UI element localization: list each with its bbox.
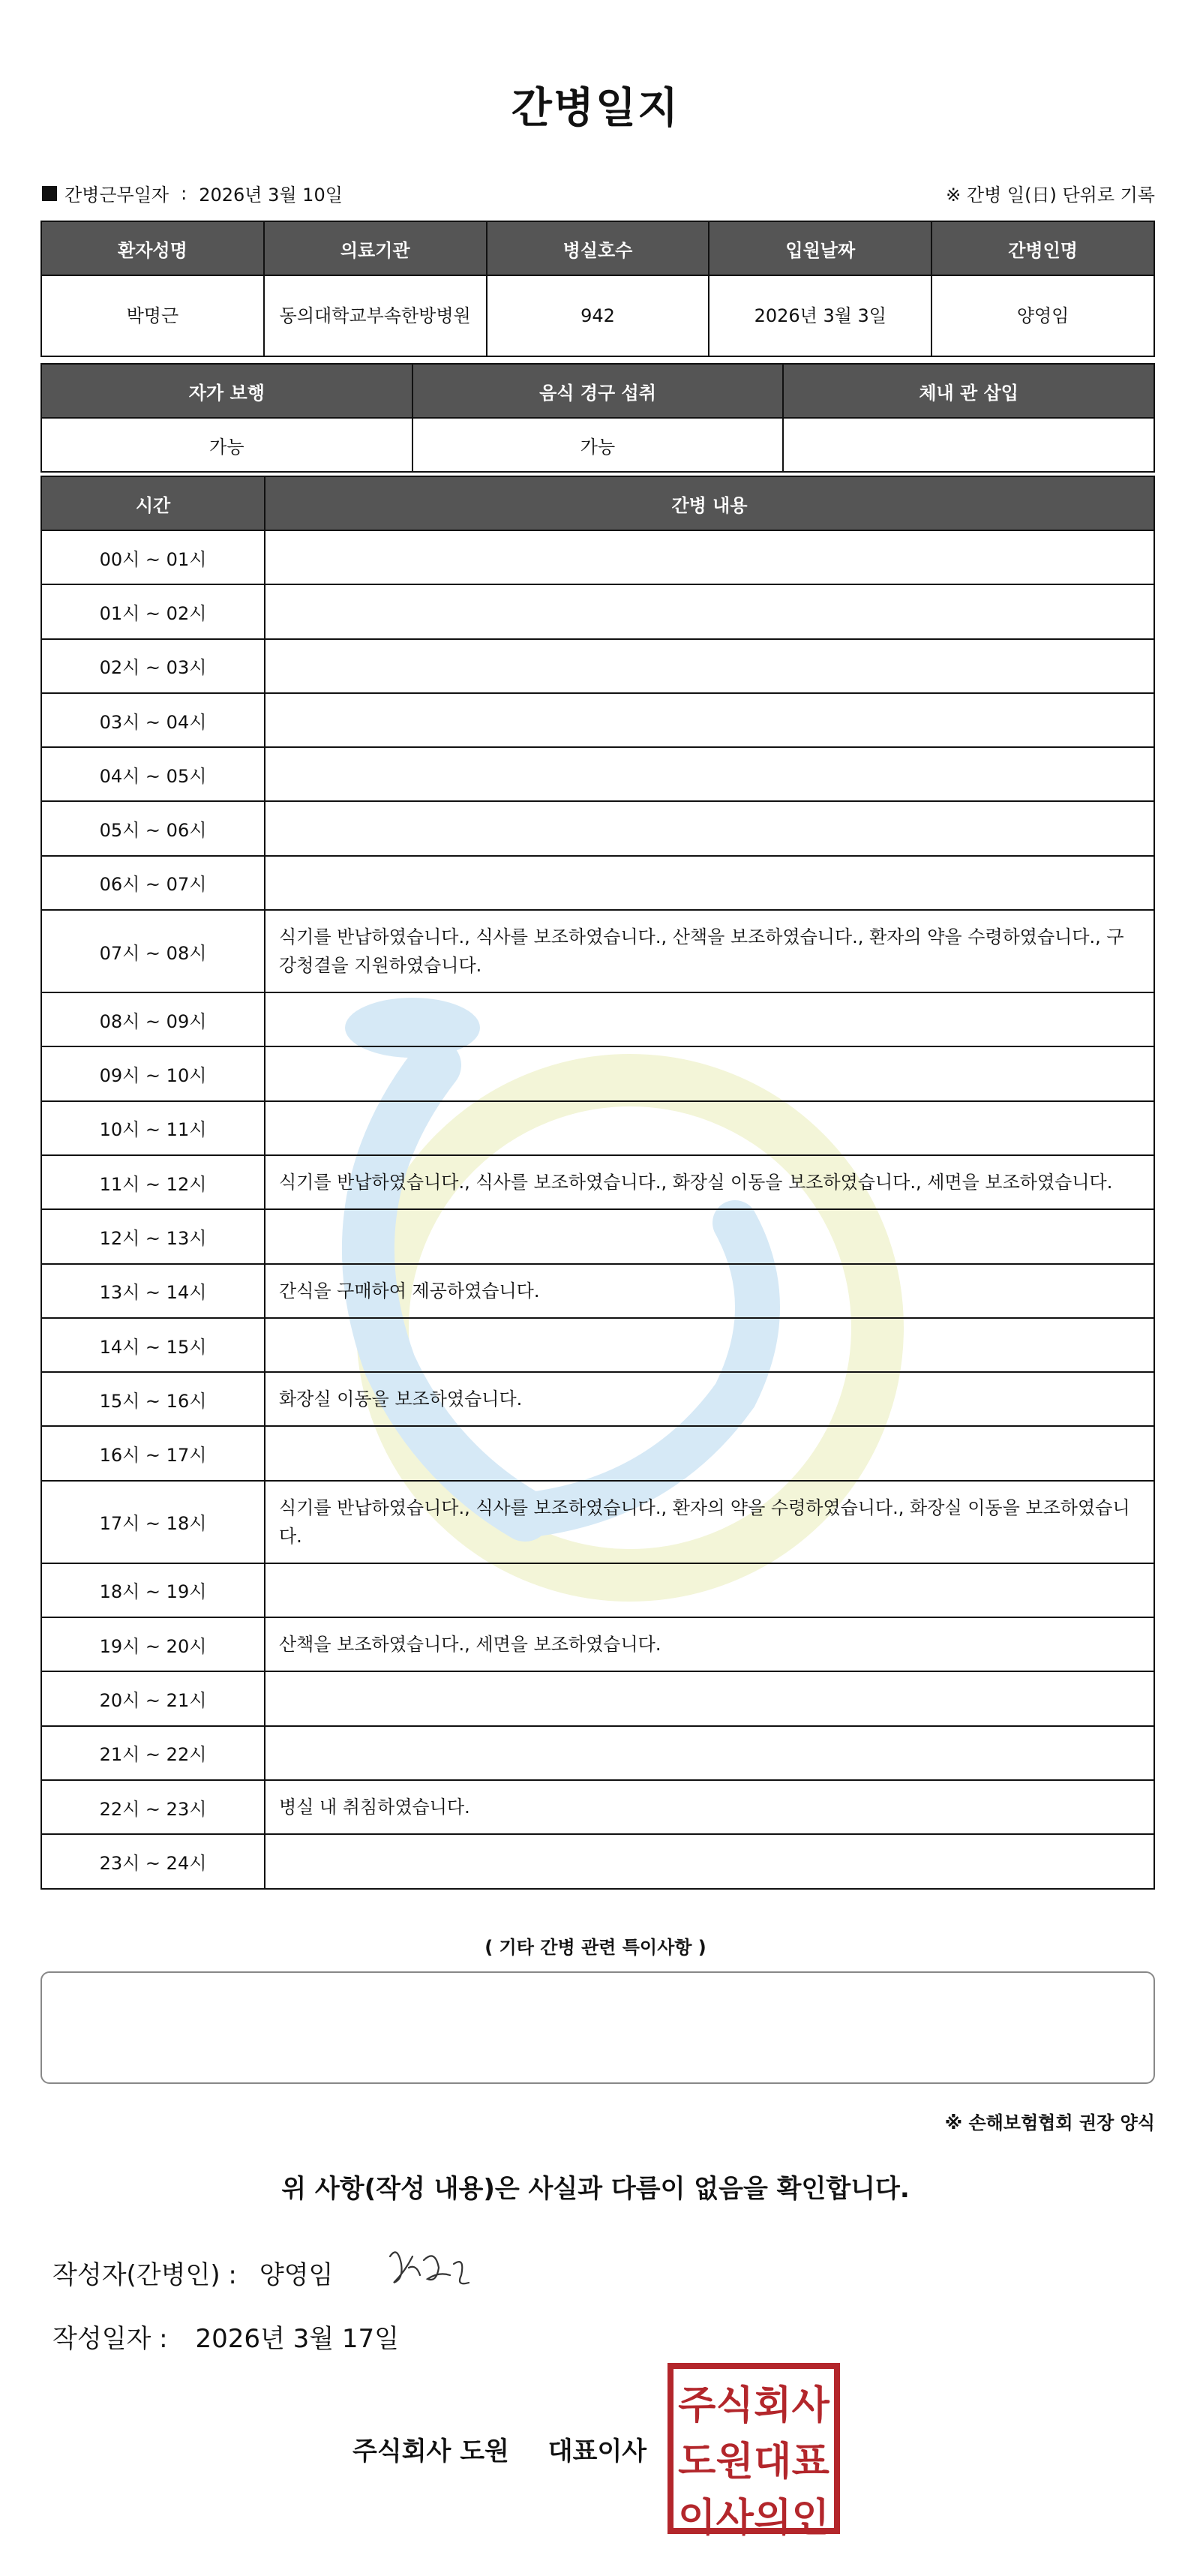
time-cell: 21시 ~ 22시: [41, 1726, 265, 1780]
time-cell: 04시 ~ 05시: [41, 747, 265, 801]
table-row: [41, 910, 1154, 992]
table-row: [41, 693, 1154, 747]
care-note-cell: [265, 530, 1154, 584]
seal-char: 주: [678, 2382, 716, 2428]
signature-icon: [382, 2241, 480, 2301]
header-room: 병실호수: [487, 221, 710, 275]
patient-name: 박명근: [41, 275, 264, 356]
seal-grid: [678, 2373, 830, 2541]
care-note-cell: [265, 856, 1154, 910]
seal-char: 사: [716, 2495, 754, 2541]
table-row: [41, 1318, 1154, 1372]
care-note-cell: [265, 1209, 1154, 1263]
care-note-cell: [265, 1563, 1154, 1617]
bullet-square-icon: [42, 186, 57, 201]
write-date-label: 작성일자 :: [52, 2324, 168, 2354]
table-row: [41, 1834, 1154, 1888]
header-walking: 자가 보행: [41, 364, 412, 418]
seal-char: 원: [716, 2439, 754, 2484]
patient-status-table: [40, 363, 1155, 473]
time-cell: 02시 ~ 03시: [41, 639, 265, 693]
table-row: [41, 1101, 1154, 1155]
seal-char: 표: [791, 2439, 830, 2484]
seal-char: 이: [678, 2495, 716, 2541]
seal-char: 사: [791, 2382, 830, 2428]
header-time: 시간: [41, 476, 265, 530]
time-cell: 17시 ~ 18시: [41, 1481, 265, 1563]
time-cell: 20시 ~ 21시: [41, 1671, 265, 1725]
table-row: [41, 1155, 1154, 1209]
tube-value: [783, 418, 1154, 472]
oral-intake-value: 가능: [412, 418, 784, 472]
care-note-cell: [265, 801, 1154, 855]
time-cell: 10시 ~ 11시: [41, 1101, 265, 1155]
care-note-cell: [265, 1046, 1154, 1100]
time-cell: 14시 ~ 15시: [41, 1318, 265, 1372]
care-note-cell: 식기를 반납하였습니다., 식사를 보조하였습니다., 산책을 보조하였습니다., 환자의 약을 수령하였습니다., 구강청결을 지원하였습니다.: [265, 910, 1154, 992]
table-row: [41, 856, 1154, 910]
work-date-label: 간병근무일자: [64, 185, 170, 206]
table-row: [41, 1046, 1154, 1100]
care-note-cell: 산책을 보조하였습니다., 세면을 보조하였습니다.: [265, 1617, 1154, 1671]
seal-char: 도: [678, 2439, 716, 2484]
care-note-cell: [265, 1318, 1154, 1372]
care-note-cell: [265, 693, 1154, 747]
recommend-note: ※ 손해보험협회 권장 양식: [944, 2112, 1155, 2133]
company-title: 대표이사: [548, 2436, 647, 2466]
table-row: [41, 1671, 1154, 1725]
time-cell: 23시 ~ 24시: [41, 1834, 265, 1888]
time-cell: 09시 ~ 10시: [41, 1046, 265, 1100]
header-tube: 체내 관 삽입: [783, 364, 1154, 418]
table-row: [41, 584, 1154, 638]
care-note-cell: [265, 1834, 1154, 1888]
header-hospital: 의료기관: [264, 221, 487, 275]
care-note-cell: 병실 내 취침하였습니다.: [265, 1780, 1154, 1834]
time-cell: 11시 ~ 12시: [41, 1155, 265, 1209]
header-patient-name: 환자성명: [41, 221, 264, 275]
time-cell: 07시 ~ 08시: [41, 910, 265, 992]
time-cell: 13시 ~ 14시: [41, 1264, 265, 1318]
table-row: [41, 639, 1154, 693]
time-cell: 01시 ~ 02시: [41, 584, 265, 638]
caregiver-name: 양영임: [932, 275, 1154, 356]
admission-date: 2026년 3월 3일: [709, 275, 932, 356]
header-admission-date: 입원날짜: [709, 221, 932, 275]
table-row: [41, 747, 1154, 801]
care-note-cell: 식기를 반납하였습니다., 식사를 보조하였습니다., 화장실 이동을 보조하였습니다., 세면을 보조하였습니다.: [265, 1155, 1154, 1209]
unit-note: ※ 간병 일(日) 단위로 기록: [946, 185, 1155, 206]
work-date-value: 2026년 3월 10일: [199, 185, 343, 206]
write-date-value: 2026년 3월 17일: [195, 2324, 400, 2354]
confirm-statement: 위 사항(작성 내용)은 사실과 다름이 없음을 확인합니다.: [281, 2174, 910, 2204]
company-line: [352, 2430, 646, 2467]
work-date-separator: :: [181, 182, 188, 204]
time-cell: 18시 ~ 19시: [41, 1563, 265, 1617]
seal-char: 대: [754, 2439, 792, 2484]
writer-label: 작성자(간병인) :: [52, 2260, 237, 2290]
time-cell: 08시 ~ 09시: [41, 992, 265, 1046]
time-cell: 19시 ~ 20시: [41, 1617, 265, 1671]
work-date: [42, 180, 343, 206]
seal-char: 의: [754, 2495, 792, 2541]
care-note-cell: 간식을 구매하여 제공하였습니다.: [265, 1264, 1154, 1318]
table-row: [41, 1617, 1154, 1671]
care-note-cell: [265, 1726, 1154, 1780]
care-note-cell: [265, 639, 1154, 693]
table-row: [41, 1481, 1154, 1563]
header-care-content: 간병 내용: [265, 476, 1154, 530]
care-note-cell: [265, 584, 1154, 638]
time-cell: 12시 ~ 13시: [41, 1209, 265, 1263]
table-row: [41, 1780, 1154, 1834]
header-oral-intake: 음식 경구 섭취: [412, 364, 784, 418]
seal-char: 회: [754, 2382, 792, 2428]
table-row: [41, 1264, 1154, 1318]
writer-line: [52, 2254, 333, 2291]
care-note-cell: [265, 747, 1154, 801]
time-cell: 03시 ~ 04시: [41, 693, 265, 747]
care-note-cell: [265, 1671, 1154, 1725]
special-notes-box: [40, 1971, 1155, 2084]
time-cell: 16시 ~ 17시: [41, 1426, 265, 1480]
hospital-name: 동의대학교부속한방병원: [264, 275, 487, 356]
care-note-cell: 화장실 이동을 보조하였습니다.: [265, 1372, 1154, 1426]
time-cell: 00시 ~ 01시: [41, 530, 265, 584]
room-number: 942: [487, 275, 710, 356]
care-note-cell: [265, 1426, 1154, 1480]
time-cell: 06시 ~ 07시: [41, 856, 265, 910]
table-row: [41, 992, 1154, 1046]
time-cell: 15시 ~ 16시: [41, 1372, 265, 1426]
patient-info-table: [40, 221, 1155, 357]
seal-char: 인: [791, 2495, 830, 2541]
time-cell: 22시 ~ 23시: [41, 1780, 265, 1834]
care-note-cell: [265, 992, 1154, 1046]
table-row: [41, 1426, 1154, 1480]
table-row: [41, 1726, 1154, 1780]
table-row: [41, 1209, 1154, 1263]
writer-name: 양영임: [259, 2260, 334, 2290]
care-log-body: [41, 530, 1154, 1889]
table-row: [41, 530, 1154, 584]
header-caregiver: 간병인명: [932, 221, 1154, 275]
page-title: 간병일지: [511, 84, 680, 133]
company-name: 주식회사 도원: [352, 2436, 509, 2466]
care-note-cell: [265, 1101, 1154, 1155]
table-row: [41, 1563, 1154, 1617]
time-cell: 05시 ~ 06시: [41, 801, 265, 855]
walking-value: 가능: [41, 418, 412, 472]
care-log-table: [40, 476, 1155, 1890]
care-note-cell: 식기를 반납하였습니다., 식사를 보조하였습니다., 환자의 약을 수령하였습니다., 화장실 이동을 보조하였습니다.: [265, 1481, 1154, 1563]
table-row: [41, 1372, 1154, 1426]
seal-char: 식: [716, 2382, 754, 2428]
write-date-line: [52, 2318, 399, 2355]
special-notes-title: ( 기타 간병 관련 특이사항 ): [484, 1937, 706, 1958]
table-row: [41, 801, 1154, 855]
company-seal-icon: [668, 2363, 840, 2541]
